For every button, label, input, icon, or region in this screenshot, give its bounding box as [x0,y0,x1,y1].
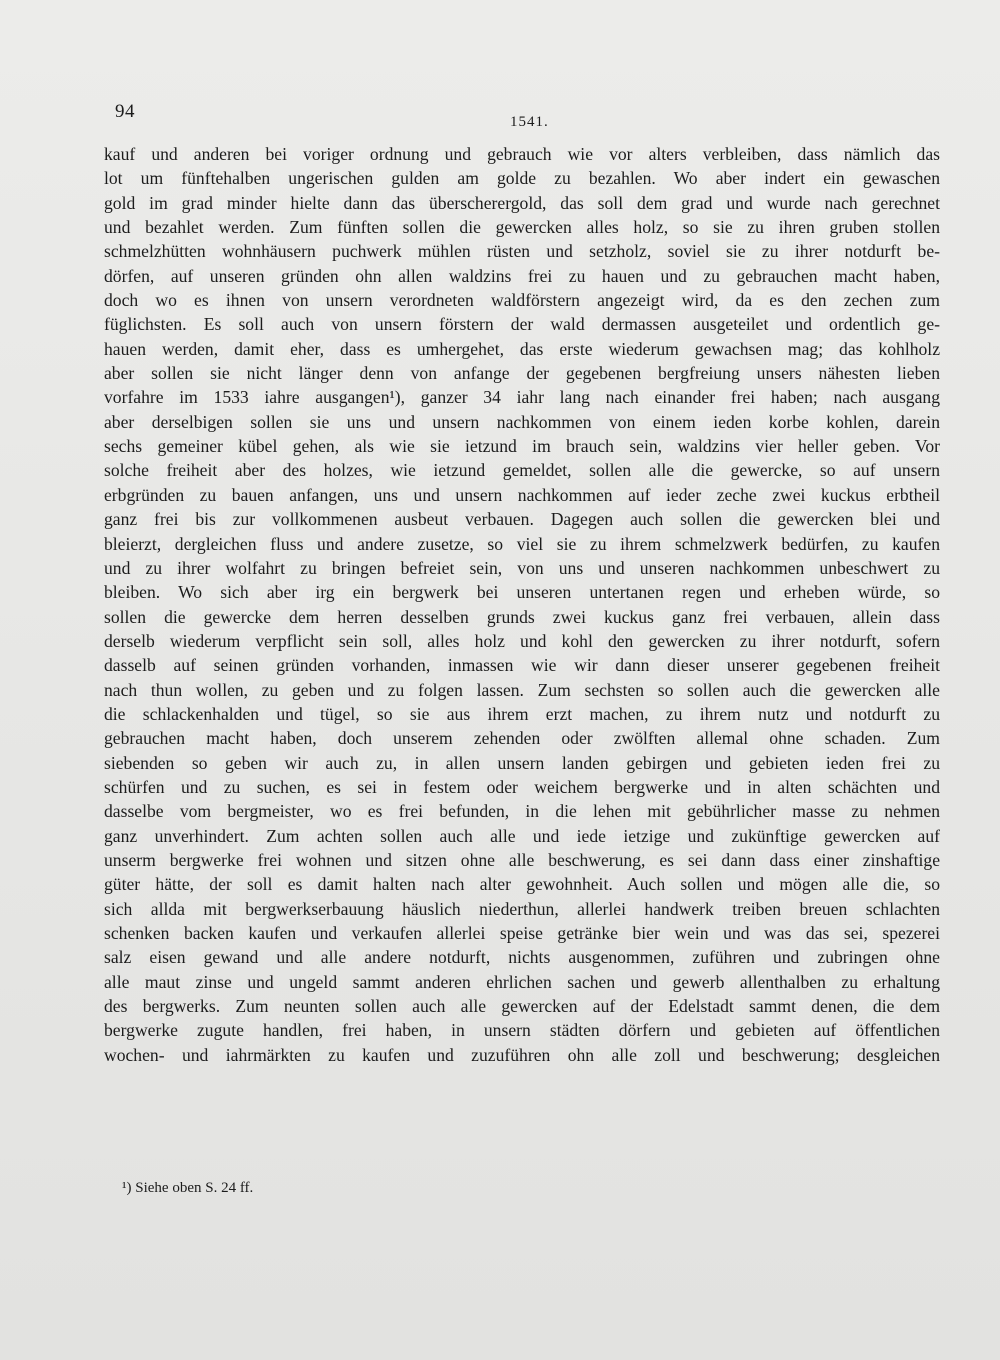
footnote [122,1180,253,1197]
text-line: solche freiheit aber des holzes, wie ietzund gemeldet, sollen alle die gewercke, so auf unsern [104,460,940,481]
text-line: schenken backen kaufen und verkaufen allerlei speise getränke bier wein und was das sei, spezerei [104,923,940,943]
text-line: lot um fünftehalben ungerischen gulden am golde zu bezahlen. Wo aber indert ein gewaschen [104,168,940,189]
text-line: wochen- und iahrmärkten zu kaufen und zuzuführen ohn alle zoll und beschwerung; desgleichen [104,1044,940,1065]
text-line: dörfen, auf unseren gründen ohn allen waldzins frei zu hauen und zu gebrauchen macht haben, [104,265,940,286]
text-line: erbgründen zu bauen anfangen, uns und unsern nachkommen auf ieder zeche zwei kuckus erbtheil [104,484,940,505]
text-line: doch wo es ihnen von unsern verordneten waldförstern angezeigt wird, da es den zechen zum [104,290,940,311]
text-line: alle maut zinse und ungeld sammt anderen ehrlichen sachen und gewerb allenthalben zu erhaltung [104,971,940,992]
text-line: füglichsten. Es soll auch von unsern förstern der wald dermassen ausgeteilet und ordentlich ge- [104,314,940,335]
text-line: des bergwerks. Zum neunten sollen auch alle gewercken auf der Edelstadt sammt denen, die dem [104,996,940,1017]
text-line: sollen die gewercke dem herren desselben grunds zwei kuckus ganz frei verbauen, allein dass [104,606,940,627]
text-line: kauf und anderen bei voriger ordnung und gebrauch wie vor alters verbleiben, dass nämlich das [104,144,940,164]
text-line: siebenden so geben wir auch zu, in allen unsern landen gebirgen und gebieten ieden frei zu [104,752,940,773]
body-text [104,142,940,1067]
running-header-year: 1541. [510,114,549,130]
text-line: sechs gemeiner kübel gehen, als wie sie ietzund im brauch sein, waldzins vier heller geben. Vor [104,436,940,457]
text-line: gold im grad minder hielte dann das überscherergold, das soll dem grad und wurde nach gerechnet [104,192,940,213]
text-line: bleiben. Wo sich aber irg ein bergwerk bei unseren untertanen regen und erheben würde, so [104,582,940,603]
text-line: sich allda mit bergwerkserbauung häuslich niederthun, allerlei handwerk treiben breuen schlachten [104,898,940,919]
text-line: unserm bergwerke frei wohnen und sitzen ohne alle beschwerung, es sei dann dass einer zinshaftige [104,849,940,870]
text-line: derselb wiederum verpflicht sein soll, alles holz und kohl den gewercken zu ihrer notdurft, sofern [104,630,940,651]
footnote-marker: ¹) [122,1180,132,1196]
text-line: und zu ihrer wolfahrt zu bringen befreiet sein, von uns und unseren nachkommen unbeschwert zu [104,557,940,578]
text-line: dasselb auf seinen gründen vorhanden, inmassen wie wir dann dieser unserer gegebenen freiheit [104,655,940,676]
text-line: aber sollen sie nicht länger denn von anfange der gegebenen bergfreiung unsers nähesten lieben [104,363,940,384]
text-line: aber derselbigen sollen sie uns und unsern nachkommen von einem ieden korbe kohlen, darein [104,411,940,432]
text-line: hauen werden, damit eher, dass es umhergehet, das erste wiederum gewachsen mag; das kohlholz [104,338,940,359]
text-line: schmelzhütten wohnhäusern puchwerk mühlen rüsten und setzholz, soviel sie zu ihrer notdurft be- [104,241,940,262]
text-line: güter hätte, der soll es damit halten nach alter gewohnheit. Auch sollen und mögen alle die, so [104,874,940,895]
text-line: vorfahre im 1533 iahre ausgangen¹), ganzer 34 iahr lang nach einander frei haben; nach ausgang [104,387,940,408]
text-line: ganz frei bis zur vollkommenen ausbeut verbauen. Dagegen auch sollen die gewercken blei und [104,509,940,530]
page-number: 94 [115,101,135,122]
text-line: bleierzt, dergleichen fluss und andere zusetze, so viel sie zu ihrem schmelzwerk bedürfen, zu kaufen [104,533,940,554]
text-line: die schlackenhalden und tügel, so sie aus ihrem erzt machen, zu ihrem nutz und notdurft zu [104,703,940,724]
text-line: gebrauchen macht haben, doch unserem zehenden oder zwölften allemal ohne schaden. Zum [104,728,940,749]
text-line: salz eisen gewand und alle andere notdurft, nichts ausgenommen, zuführen und zubringen ohne [104,947,940,968]
text-line: und bezahlet werden. Zum fünften sollen die gewercken alles holz, so sie zu ihren gruben stollen [104,217,940,238]
text-line: schürfen und zu suchen, es sei in festem oder weichem bergwerke und in alten schächten und [104,776,940,797]
text-line: ganz unverhindert. Zum achten sollen auch alle und iede ietzige und zukünftige gewercken auf [104,825,940,846]
text-line: nach thun wollen, zu geben und zu folgen lassen. Zum sechsten so sollen auch die gewercken alle [104,679,940,700]
text-line: dasselbe vom bergmeister, wo es frei befunden, in die lehen mit gebührlicher masse zu nehmen [104,801,940,822]
text-line: bergwerke zugute handlen, frei haben, in unsern städten dörfern und gebieten auf öffentlichen [104,1020,940,1041]
footnote-text: Siehe oben S. 24 ff. [135,1180,254,1196]
